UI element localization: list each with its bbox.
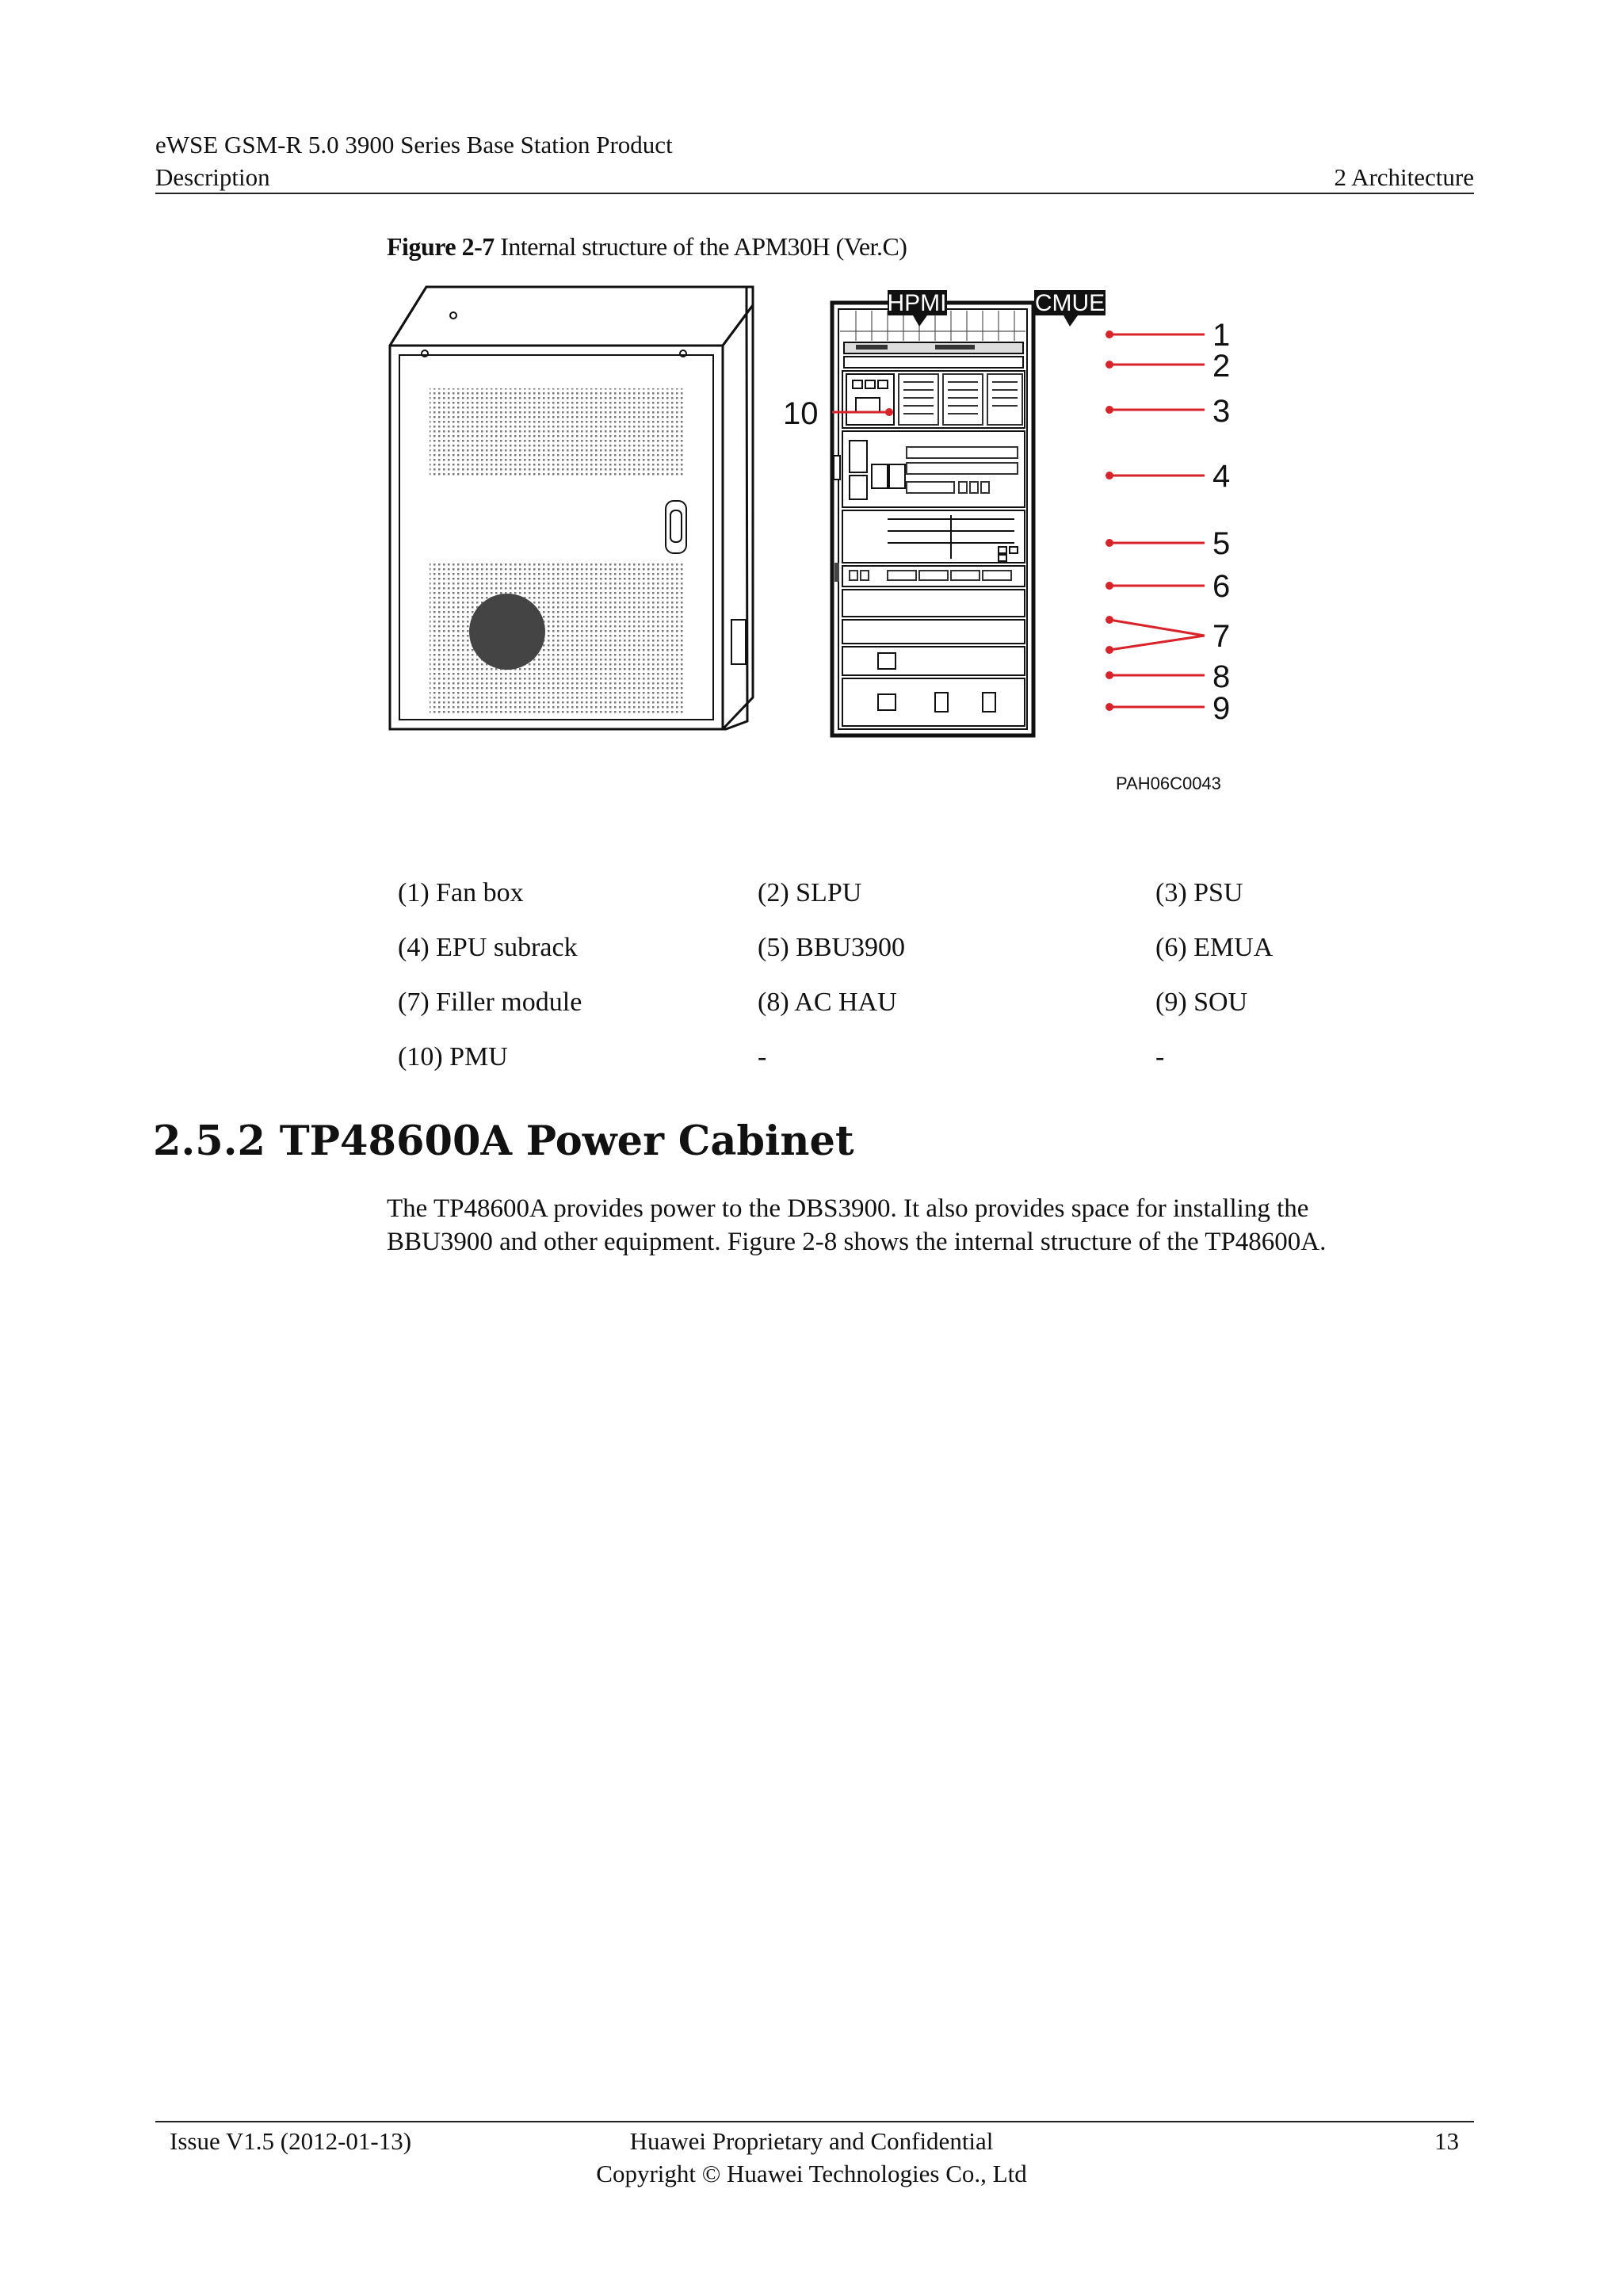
legend-item: (4) EPU subrack — [398, 933, 578, 962]
callout-number-3: 3 — [1212, 394, 1231, 429]
apm30h-figure — [380, 277, 1268, 800]
callout-number-7: 7 — [1212, 619, 1231, 654]
header-doc-title-line2: Description — [155, 163, 270, 191]
legend-row — [387, 933, 1401, 988]
legend-row — [387, 878, 1401, 933]
callout-number-4: 4 — [1212, 459, 1231, 494]
callout-number-2: 2 — [1212, 349, 1231, 384]
callout-number-5: 5 — [1212, 526, 1231, 561]
figure-caption — [387, 232, 907, 262]
callout-cmue-label: CMUE — [1034, 290, 1106, 316]
legend-row — [387, 1042, 1401, 1097]
footer-copyright: Copyright © Huawei Technologies Co., Ltd — [596, 2160, 1027, 2187]
callout-cmue — [1034, 290, 1106, 327]
header-doc-title-line1: eWSE GSM-R 5.0 3900 Series Base Station Product — [155, 131, 673, 159]
cabinet-internal-drawing — [832, 303, 1033, 735]
legend-item: (6) EMUA — [1155, 933, 1274, 962]
section-heading: 2.5.2 TP48600A Power Cabinet — [153, 1117, 854, 1165]
callout-numbers — [783, 318, 1230, 726]
footer-rule — [155, 2121, 1474, 2122]
legend-item: - — [1155, 1042, 1165, 1072]
callout-number-1: 1 — [1212, 318, 1231, 353]
section-paragraph — [387, 1192, 1441, 1259]
paragraph-line: The TP48600A provides power to the DBS3900. It also provides space for installing the — [387, 1194, 1309, 1223]
figure-legend — [387, 878, 1401, 1097]
callout-number-6: 6 — [1212, 569, 1231, 604]
legend-item: (10) PMU — [398, 1042, 508, 1072]
header-rule — [155, 193, 1474, 194]
legend-row — [387, 988, 1401, 1042]
cabinet-exterior-drawing — [390, 287, 753, 729]
figure-code: PAH06C0043 — [1116, 774, 1221, 793]
callout-number-10: 10 — [783, 396, 819, 431]
figure-title: Internal structure of the APM30H (Ver.C) — [500, 232, 907, 261]
legend-item: (7) Filler module — [398, 988, 582, 1017]
callout-number-8: 8 — [1212, 659, 1231, 694]
header-chapter: 2 Architecture — [1334, 163, 1474, 191]
legend-item: (8) AC HAU — [758, 988, 897, 1017]
callout-hpmi-label: HPMI — [887, 290, 947, 316]
page-number: 13 — [1434, 2127, 1459, 2155]
legend-item: (2) SLPU — [758, 878, 862, 907]
callout-number-9: 9 — [1212, 691, 1231, 726]
legend-item: (5) BBU3900 — [758, 933, 906, 962]
callout-hpmi — [888, 290, 948, 327]
legend-item: - — [758, 1042, 767, 1072]
footer-confidential: Huawei Proprietary and Confidential — [629, 2127, 994, 2155]
figure-label: Figure 2-7 — [387, 232, 495, 261]
legend-item: (1) Fan box — [398, 878, 524, 907]
legend-item: (9) SOU — [1155, 988, 1248, 1017]
footer-issue: Issue V1.5 (2012-01-13) — [170, 2127, 412, 2155]
legend-item: (3) PSU — [1155, 878, 1243, 907]
paragraph-line: BBU3900 and other equipment. Figure 2-8 shows the internal structure of the TP48600A. — [387, 1228, 1327, 1256]
